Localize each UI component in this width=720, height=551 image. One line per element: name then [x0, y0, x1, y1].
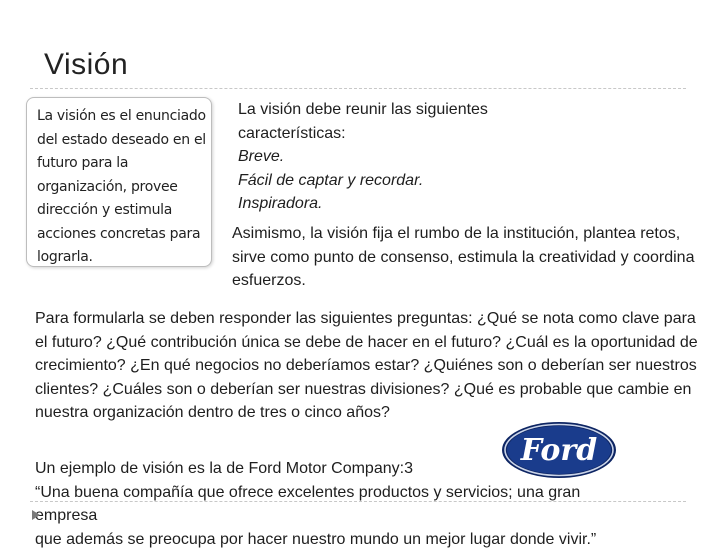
features-intro-line-2: características:: [238, 122, 708, 146]
features-block: [238, 98, 708, 216]
preguntas-paragraph: Para formularla se deben responder las siguientes preguntas: ¿Qué se nota como clave para el futuro? ¿Qué contribución única se debe de hacer en el futuro? ¿Cuál es la oportunidad de crecimiento? ¿En qué negocios no deberíamos estar? ¿Quiénes son o deberían ser nuestros clientes? ¿Cuáles son o deberían ser nuestras divisiones? ¿Qué es probable que cambie en nuestra organización dentro de tres o cinco años?: [35, 307, 700, 425]
slide-title: Visión: [44, 48, 128, 82]
ejemplo-line-2: “Una buena compañía que ofrece excelentes productos y servicios; una gran: [35, 481, 700, 505]
feature-item: Inspiradora.: [238, 192, 708, 216]
ejemplo-line-1: Un ejemplo de visión es la de Ford Motor Company:3: [35, 457, 700, 481]
title-divider: [30, 88, 686, 89]
bullet-arrow-icon: [32, 510, 40, 520]
ejemplo-paragraph: [35, 457, 700, 551]
ford-logo-text: Ford: [520, 433, 597, 468]
callout-text: La visión es el enunciado del estado deseado en el futuro para la organización, provee dirección y estimula acciones concretas para lograrla.: [37, 105, 209, 270]
ejemplo-line-4: que además se preocupa por hacer nuestro mundo un mejor lugar donde vivir.”: [35, 528, 700, 551]
asimismo-paragraph: Asimismo, la visión fija el rumbo de la institución, plantea retos, sirve como punto de consenso, estimula la creatividad y coordina esfuerzos.: [232, 222, 702, 293]
features-intro-line-1: La visión debe reunir las siguientes: [238, 98, 708, 122]
feature-item: Breve.: [238, 145, 708, 169]
footer-divider: [30, 501, 686, 502]
feature-item: Fácil de captar y recordar.: [238, 169, 708, 193]
ejemplo-line-3: empresa: [35, 504, 700, 528]
definition-callout: [26, 97, 212, 267]
